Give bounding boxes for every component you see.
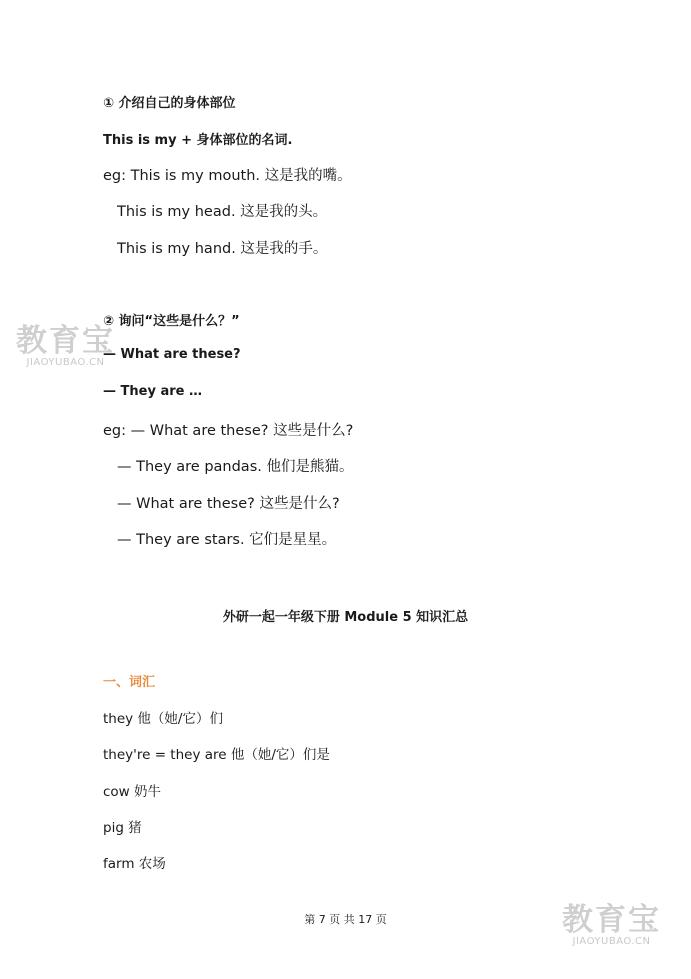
section2-example: — They are pandas. 他们是熊猫。 <box>117 459 354 475</box>
section1-example: This is my hand. 这是我的手。 <box>117 241 328 257</box>
section1-pattern: This is my + 身体部位的名词. <box>103 133 293 148</box>
watermark-mid <box>16 323 115 369</box>
watermark-url: JIAOYUBAO.CN <box>572 936 651 947</box>
section2-pattern: — They are … <box>103 384 202 399</box>
section2-heading: ② 询问“这些是什么？” <box>103 314 240 329</box>
section1-example: eg: This is my mouth. 这是我的嘴。 <box>103 168 352 184</box>
section2-example: — What are these? 这些是什么? <box>117 496 340 512</box>
vocab-heading: 一、词汇 <box>103 675 156 690</box>
watermark-logo-text: 教育宝 <box>562 902 661 938</box>
vocab-item: pig 猪 <box>103 820 142 836</box>
vocab-item: they're = they are 他（她/它）们是 <box>103 747 330 763</box>
watermark-logo-text: 教育宝 <box>16 323 115 359</box>
vocab-item: they 他（她/它）们 <box>103 711 223 727</box>
section1-heading: ① 介绍自己的身体部位 <box>103 96 236 111</box>
vocab-item: cow 奶牛 <box>103 784 162 800</box>
section2-example: eg: — What are these? 这些是什么? <box>103 423 354 439</box>
section1-example: This is my head. 这是我的头。 <box>117 204 328 220</box>
vocab-item: farm 农场 <box>103 856 166 872</box>
page-footer: 第 7 页 共 17 页 <box>304 913 387 926</box>
section2-example: — They are stars. 它们是星星。 <box>117 532 337 548</box>
watermark-url: JIAOYUBAO.CN <box>26 357 105 368</box>
section2-pattern: — What are these? <box>103 347 241 362</box>
module-title: 外研一起一年级下册 Module 5 知识汇总 <box>222 610 469 625</box>
